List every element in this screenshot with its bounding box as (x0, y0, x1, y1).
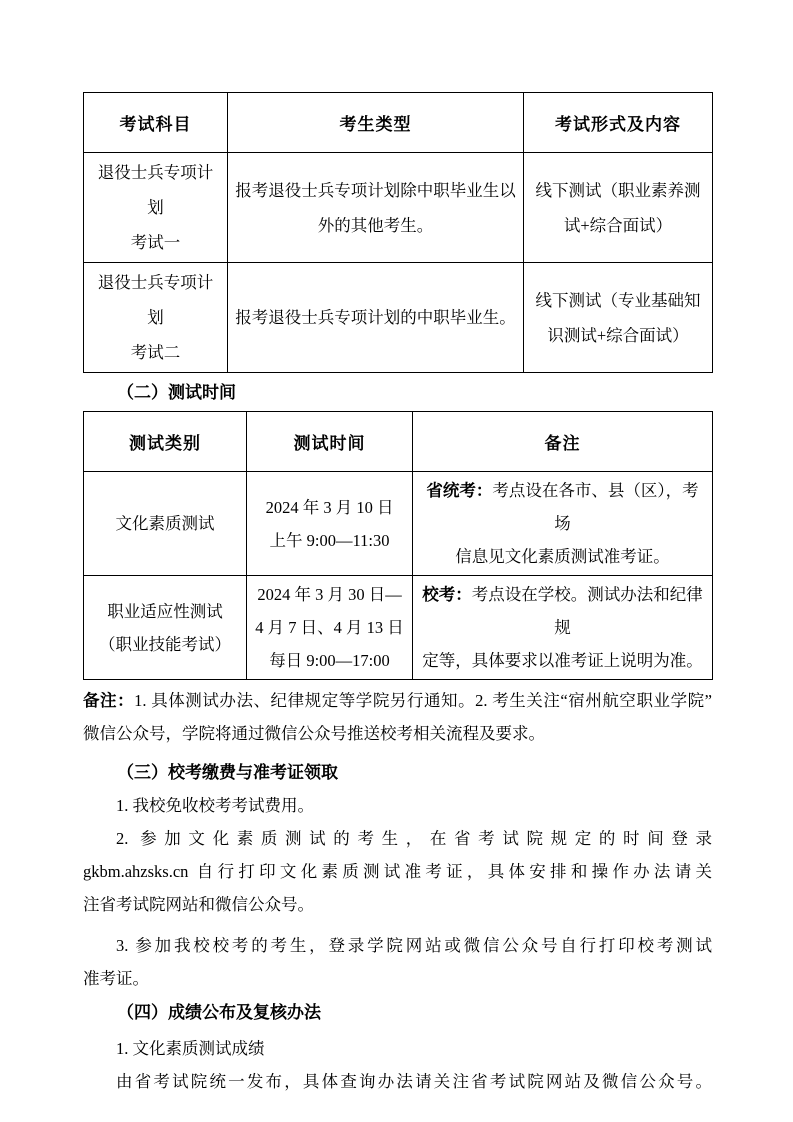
note-lead-bold: 校考： (422, 585, 472, 604)
table-row (84, 472, 713, 576)
cell-aptitude-test-time (247, 576, 413, 680)
cell-exam1-candidates (228, 153, 524, 263)
cell-line: 每日 9:00—17:00 (269, 651, 390, 670)
header-exam-format: 考试形式及内容 (524, 93, 713, 153)
cell-aptitude-test-note (413, 576, 713, 680)
cell-exam1-subject (84, 153, 228, 263)
header-remarks: 备注 (413, 412, 713, 472)
cell-line: 考试二 (130, 343, 181, 362)
cell-line: 退役士兵专项计划 (97, 273, 214, 327)
cell-line: 信息见文化素质测试准考证。 (455, 547, 670, 566)
cell-line: 线下测试（职业素养测 (535, 180, 701, 200)
cell-line: 2024 年 3 月 10 日 (265, 497, 394, 517)
cell-line: 识测试+综合面试） (547, 325, 689, 345)
cell-line: （职业技能考试） (99, 634, 231, 654)
remark-text: 1. 具体测试办法、纪律规定等学院另行通知。2. 考生关注“宿州航空职业学院” (134, 691, 712, 710)
header-candidate-type: 考生类型 (228, 93, 524, 153)
cell-line: 职业适应性测试 (107, 601, 223, 621)
exam-table-header-row (84, 93, 713, 153)
header-exam-subject: 考试科目 (84, 93, 228, 153)
paragraph-score-release: 由省考试院统一发布，具体查询办法请关注省考试院网站及微信公众号。 (116, 1072, 712, 1091)
section-title-test-time: （二）测试时间 (117, 383, 236, 402)
cell-line: 报考退役士兵专项计划除中职毕业生以 (235, 180, 516, 200)
section-title-payment: （三）校考缴费与准考证领取 (117, 763, 338, 782)
note-text: 考点设在各市、县（区），考场 (492, 481, 699, 533)
cell-culture-test-note (413, 472, 713, 576)
cell-line: 线下测试（专业基础知 (535, 290, 701, 310)
table-row (84, 153, 713, 263)
cell-line: 文化素质测试 (115, 514, 215, 533)
schedule-table-header-row (84, 412, 713, 472)
cell-line: 外的其他考生。 (317, 215, 434, 235)
cell-exam2-candidates (228, 263, 524, 373)
paragraph-school-ticket (83, 929, 712, 995)
remark-line (83, 684, 712, 717)
paragraph-culture-ticket (83, 822, 712, 921)
paragraph-line: 准考证。 (83, 969, 149, 988)
paragraph-line: 3. 参加我校校考的考生，登录学院网站或微信公众号自行打印校考测试 (116, 936, 712, 955)
paragraph-line: 2. 参加文化素质测试的考生，在省考试院规定的时间登录 (116, 829, 712, 848)
table-row (84, 576, 713, 680)
remark-lead-bold: 备注： (83, 691, 135, 710)
cell-line: 2024 年 3 月 30 日— (257, 585, 402, 604)
paragraph-line: 注省考试院网站和微信公众号。 (83, 895, 314, 914)
header-test-time: 测试时间 (247, 412, 413, 472)
paragraph-fee: 1. 我校免收校考考试费用。 (116, 796, 314, 815)
remark-line: 微信公众号，学院将通过微信公众号推送校考相关流程及要求。 (83, 724, 545, 743)
cell-line: 试+综合面试） (563, 215, 673, 235)
section-title-results: （四）成绩公布及复核办法 (117, 1003, 321, 1022)
cell-culture-test-time (247, 472, 413, 576)
remark-paragraph (83, 684, 712, 750)
cell-line (420, 474, 705, 540)
document-content (83, 0, 712, 1098)
header-test-category: 测试类别 (84, 412, 247, 472)
paragraph-line: gkbm.ahzsks.cn 自行打印文化素质测试准考证，具体安排和操作办法请关 (83, 862, 712, 881)
paragraph-culture-score: 1. 文化素质测试成绩 (116, 1039, 265, 1058)
cell-line: 报考退役士兵专项计划的中职毕业生。 (235, 308, 516, 327)
cell-culture-test-category (84, 472, 247, 576)
cell-line: 定等，具体要求以准考证上说明为准。 (422, 651, 703, 670)
cell-line (420, 578, 705, 644)
cell-line: 上午 9:00—11:30 (269, 530, 390, 550)
cell-line: 退役士兵专项计划 (97, 163, 214, 217)
test-schedule-table (83, 411, 713, 680)
cell-line: 考试一 (130, 233, 181, 252)
cell-aptitude-test-category (84, 576, 247, 680)
exam-subjects-table (83, 92, 713, 373)
table-row (84, 263, 713, 373)
note-text: 考点设在学校。测试办法和纪律规 (471, 585, 703, 637)
cell-exam1-format (524, 153, 713, 263)
cell-exam2-subject (84, 263, 228, 373)
cell-line: 4 月 7 日、4 月 13 日 (255, 618, 404, 637)
note-lead-bold: 省统考： (426, 481, 493, 500)
cell-exam2-format (524, 263, 713, 373)
